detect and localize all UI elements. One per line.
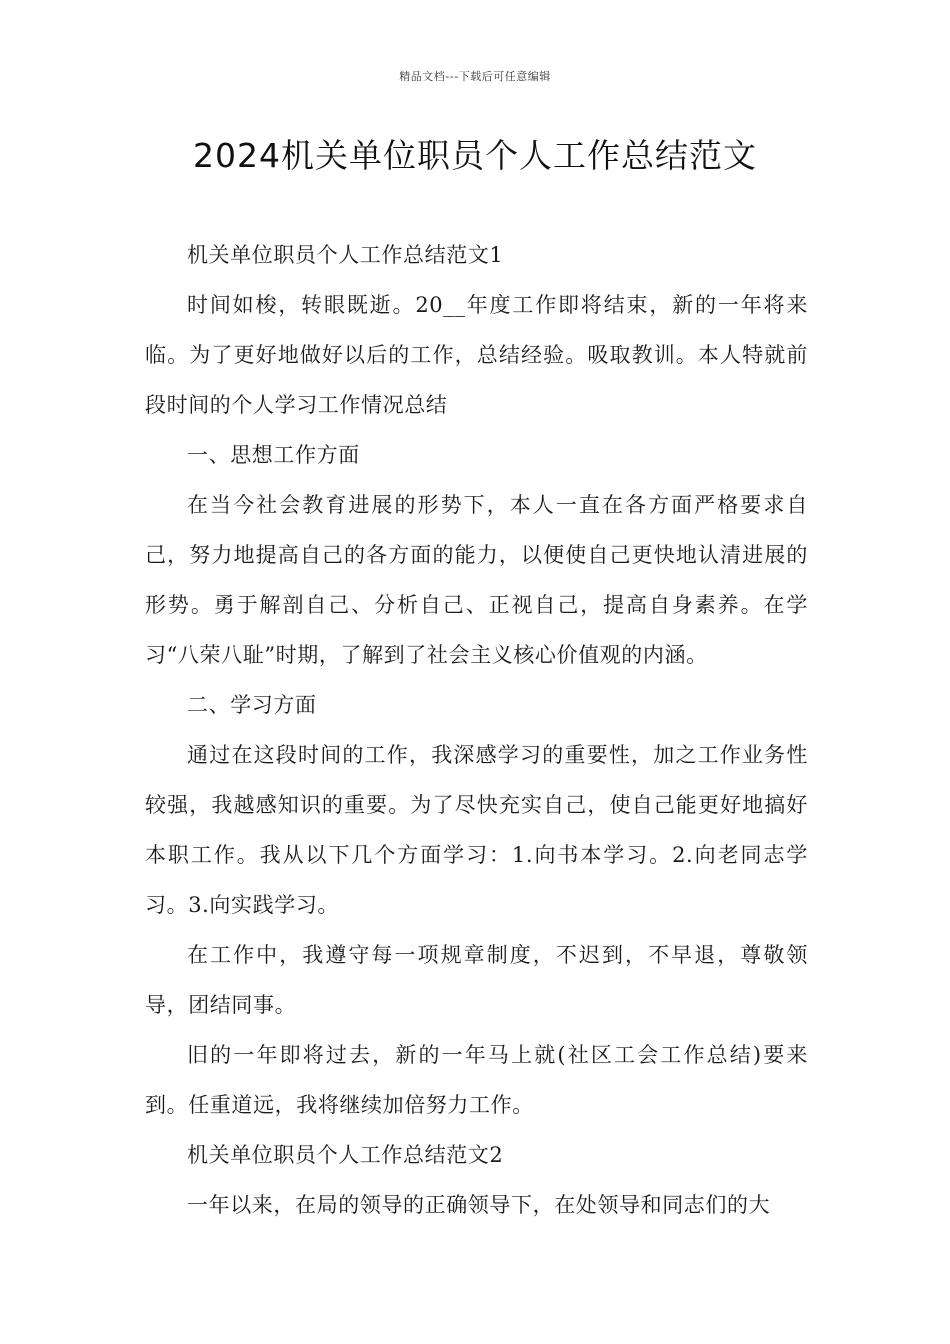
paragraph-work-discipline: 在工作中，我遵守每一项规章制度，不迟到，不早退，尊敬领导，团结同事。 xyxy=(145,943,808,1017)
section-heading-sample-1: 机关单位职员个人工作总结范文1 xyxy=(187,243,504,267)
document-title: 2024机关单位职员个人工作总结范文 xyxy=(193,136,757,175)
document-body xyxy=(145,230,808,1230)
paragraph-thinking: 在当今社会教育进展的形势下，本人一直在各方面严格要求自己，努力地提高自己的各方面的能力，以便使自己更快地认清进展的形势。勇于解剖自己、分析自己、正视自己，提高自身素养。在学习“八荣八耻”时期，了解到了社会主义核心价值观的内涵。 xyxy=(145,493,808,667)
section-heading-thinking: 一、思想工作方面 xyxy=(187,443,360,467)
paragraph-study: 通过在这段时间的工作，我深感学习的重要性，加之工作业务性较强，我越感知识的重要。为了尽快充实自己，使自己能更好地搞好本职工作。我从以下几个方面学习：1.向书本学习。2.向老同志学习。3.向实践学习。 xyxy=(145,743,808,917)
paragraph-intro: 时间如梭，转眼既逝。20__年度工作即将结束，新的一年将来临。为了更好地做好以后的工作，总结经验。吸取教训。本人特就前段时间的个人学习工作情况总结 xyxy=(145,293,808,417)
section-heading-sample-2: 机关单位职员个人工作总结范文2 xyxy=(187,1143,504,1167)
paragraph-closing: 旧的一年即将过去，新的一年马上就(社区工会工作总结)要来到。任重道远，我将继续加倍努力工作。 xyxy=(145,1043,808,1117)
section-heading-study: 二、学习方面 xyxy=(187,693,317,717)
paragraph-sample-2-intro: 一年以来，在局的领导的正确领导下，在处领导和同志们的大 xyxy=(187,1193,771,1217)
header-note: 精品文档---下载后可任意编辑 xyxy=(399,70,551,83)
